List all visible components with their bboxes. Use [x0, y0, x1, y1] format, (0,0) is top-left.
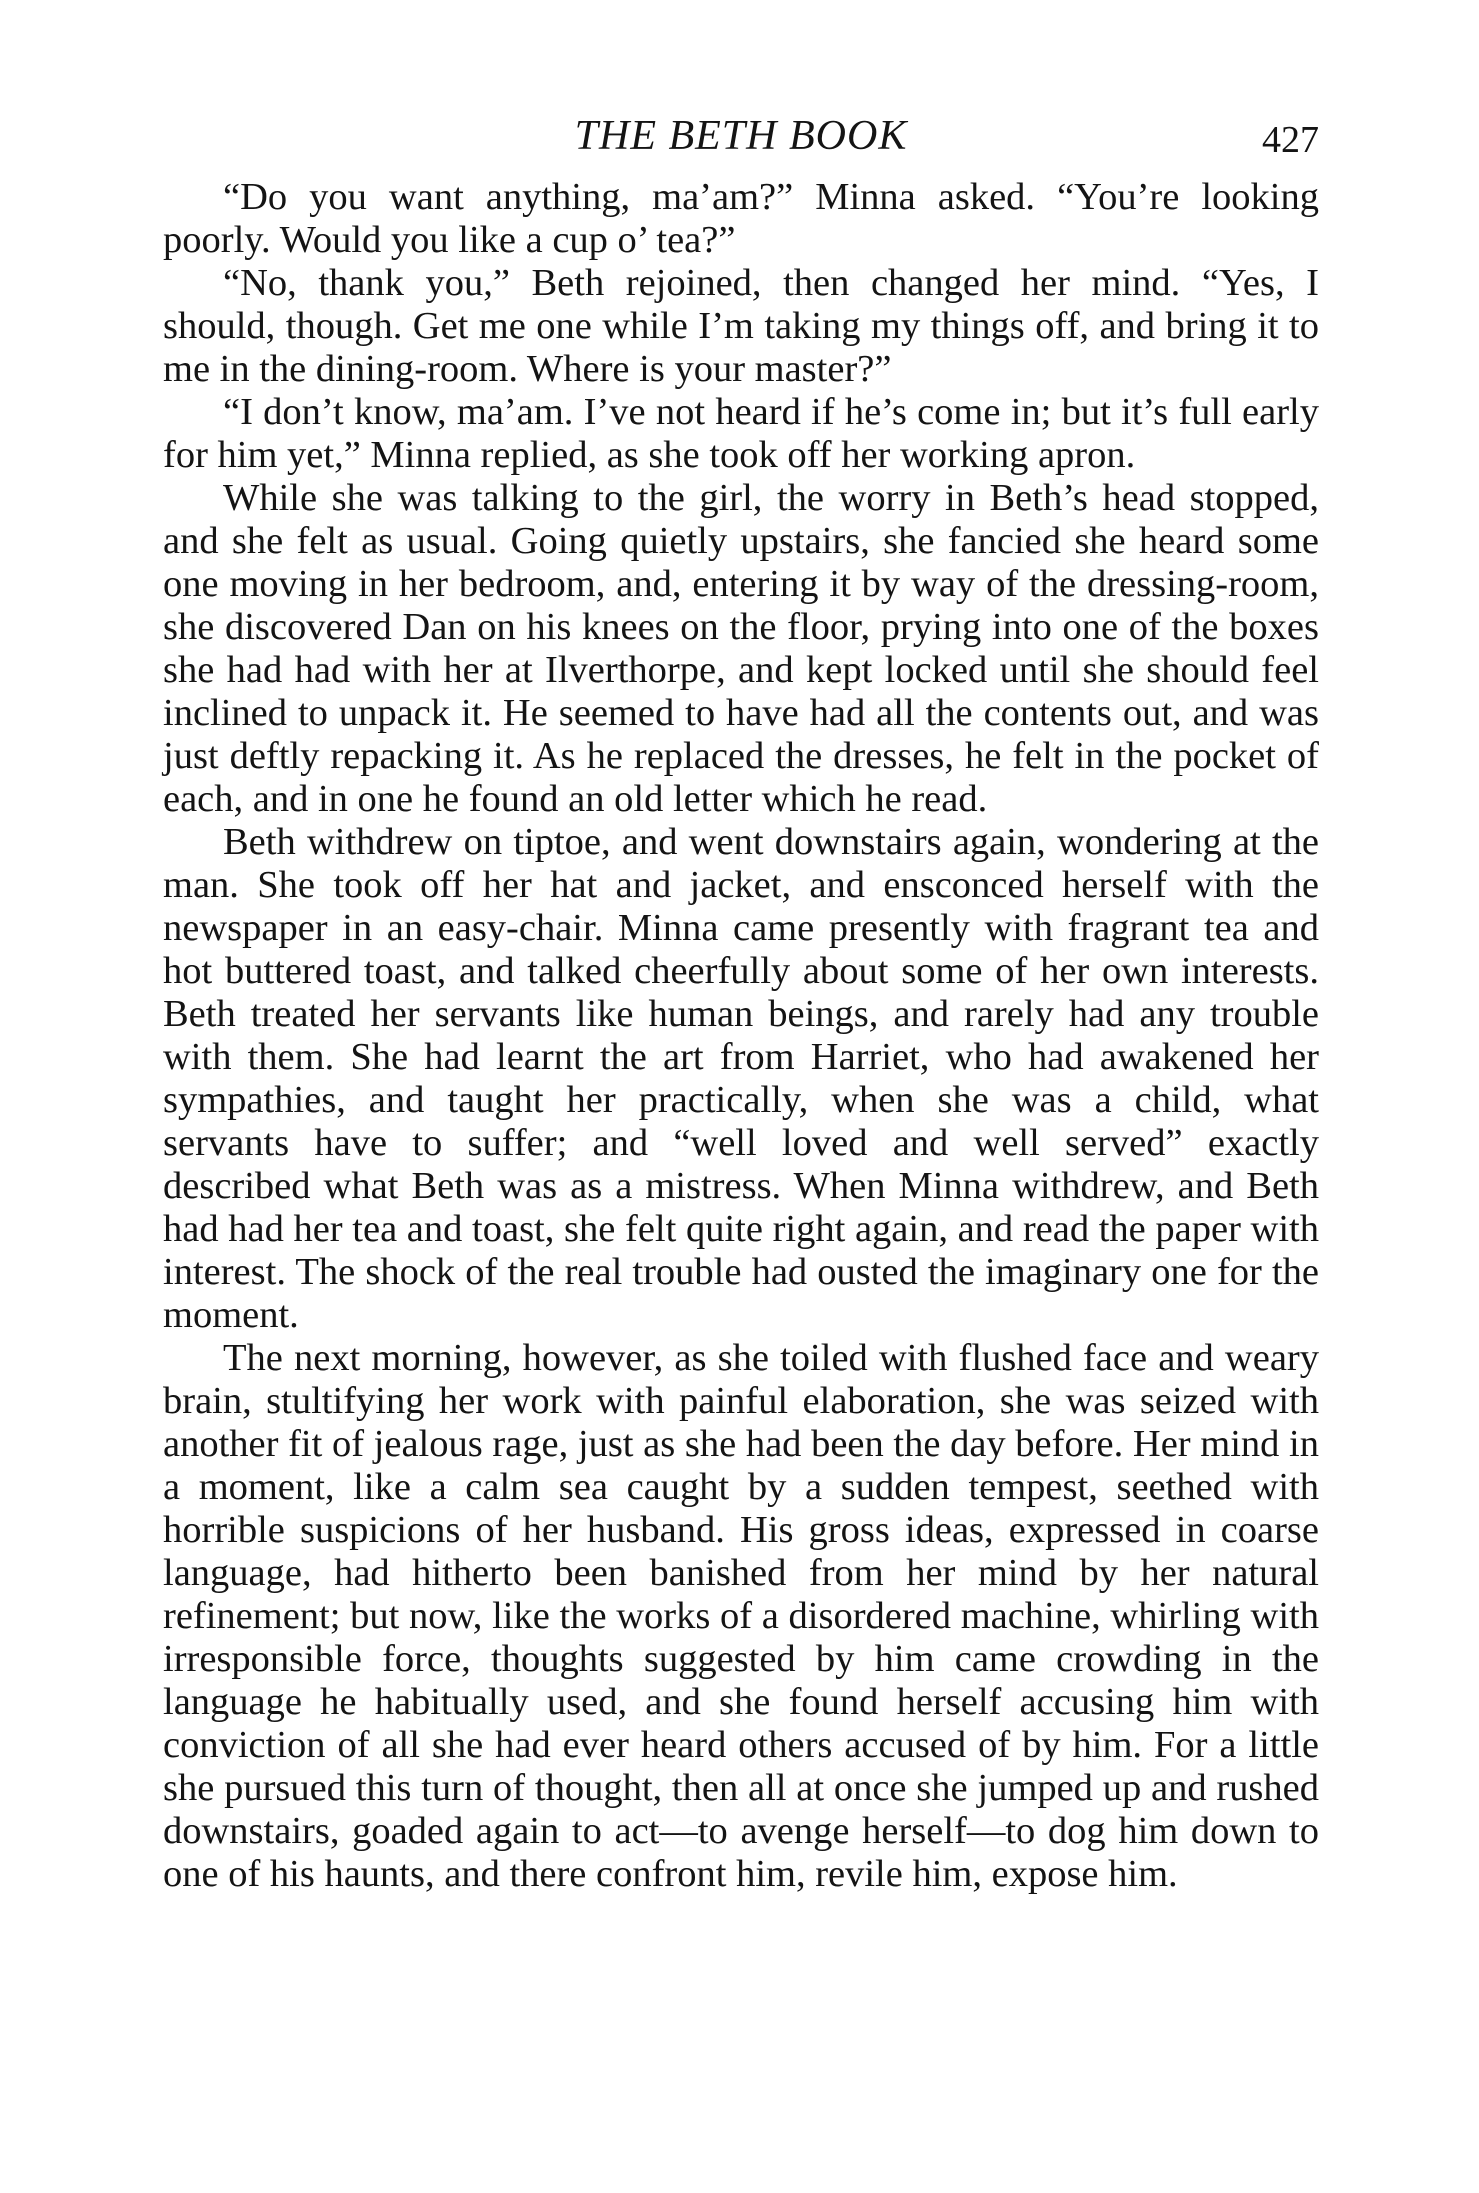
paragraph: “Do you want anything, ma’am?” Minna asked. “You’re looking poorly. Would you like a cup o’ tea?” [163, 176, 1319, 261]
book-page [163, 112, 1319, 1896]
page-number: 427 [1262, 119, 1319, 161]
paragraph: “I don’t know, ma’am. I’ve not heard if he’s come in; but it’s full early for him yet,” Minna replied, as she took off her working apron. [163, 391, 1319, 476]
running-title: THE BETH BOOK [574, 113, 908, 159]
body-text [163, 176, 1319, 1896]
page-header [163, 112, 1319, 164]
paragraph: While she was talking to the girl, the worry in Beth’s head stopped, and she felt as usual. Going quietly upstairs, she fancied she heard some one moving in her bedroom, and, entering it by way of the dressing-room, she discovered Dan on his knees on the floor, prying into one of the boxes she had had with her at Ilverthorpe, and kept locked until she should feel inclined to unpack it. He seemed to have had all the contents out, and was just deftly repacking it. As he replaced the dresses, he felt in the pocket of each, and in one he found an old letter which he read. [163, 477, 1319, 820]
paragraph: The next morning, however, as she toiled with flushed face and weary brain, stultifying her work with painful elaboration, she was seized with another fit of jealous rage, just as she had been the day before. Her mind in a moment, like a calm sea caught by a sudden tempest, seethed with horrible suspicions of her husband. His gross ideas, expressed in coarse language, had hitherto been banished from her mind by her natural refinement; but now, like the works of a disordered machine, whirling with irresponsible force, thoughts suggested by him came crowding in the language he habitually used, and she found herself accusing him with conviction of all she had ever heard others accused of by him. For a little she pursued this turn of thought, then all at once she jumped up and rushed downstairs, goaded again to act—to avenge herself—to dog him down to one of his haunts, and there confront him, revile him, expose him. [163, 1337, 1319, 1895]
paragraph: Beth withdrew on tiptoe, and went downstairs again, wondering at the man. She took off her hat and jacket, and ensconced herself with the newspaper in an easy-chair. Minna came presently with fragrant tea and hot buttered toast, and talked cheerfully about some of her own interests. Beth treated her servants like human beings, and rarely had any trouble with them. She had learnt the art from Harriet, who had awakened her sympathies, and taught her practically, when she was a child, what servants have to suffer; and “well loved and well served” exactly described what Beth was as a mistress. When Minna withdrew, and Beth had had her tea and toast, she felt quite right again, and read the paper with interest. The shock of the real trouble had ousted the imaginary one for the moment. [163, 821, 1319, 1336]
paragraph: “No, thank you,” Beth rejoined, then changed her mind. “Yes, I should, though. Get me one while I’m taking my things off, and bring it to me in the dining-room. Where is your master?” [163, 262, 1319, 390]
